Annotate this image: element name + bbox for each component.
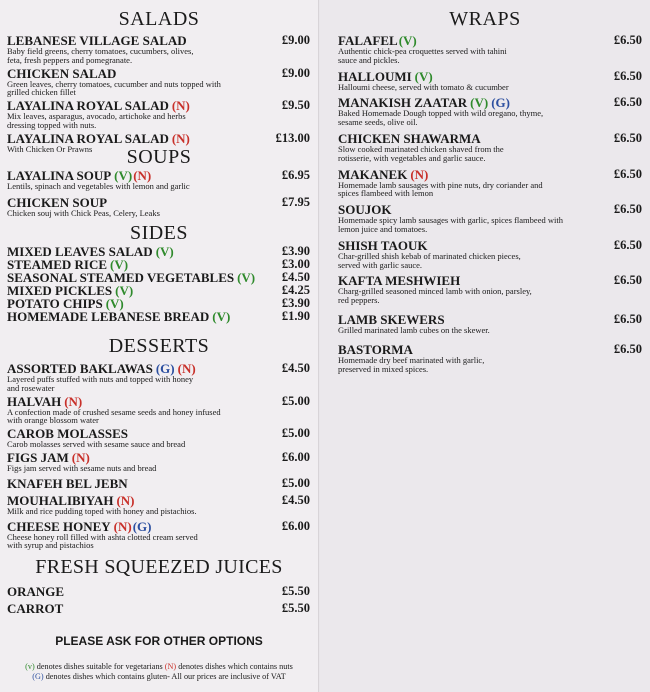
menu-item xyxy=(7,451,318,473)
item-desc: Homemade spicy lamb sausages with garlic, spices flambeed with lemon juice and tomatoes. xyxy=(338,215,563,234)
veg-tag: (V) xyxy=(155,244,174,259)
item-name: CHICKEN SHAWARMA xyxy=(338,130,481,146)
menu-item xyxy=(338,343,650,374)
veg-tag: (V) xyxy=(470,95,489,111)
item-name: CHICKEN SALAD xyxy=(7,65,117,81)
menu-item xyxy=(7,169,318,191)
legend-veg-tag: (v) xyxy=(25,662,35,671)
item-name: LAMB SKEWERS xyxy=(338,311,445,327)
nuts-tag: (N) xyxy=(64,393,83,409)
item-desc: Layered puffs stuffed with nuts and topped with honey and rosewater xyxy=(7,374,194,393)
item-name: ASSORTED BAKLAWAS xyxy=(7,361,153,376)
soups-heading: SOUPS xyxy=(126,146,192,168)
nuts-tag: (N) xyxy=(116,492,135,508)
item-price: £6.50 xyxy=(613,33,642,47)
item-price: £3.90 xyxy=(281,244,310,258)
juices-section xyxy=(0,556,318,615)
item-price: £9.00 xyxy=(281,33,310,47)
item-price: £6.50 xyxy=(613,95,642,110)
gluten-tag: (G) xyxy=(491,95,510,111)
item-price: £6.95 xyxy=(281,168,310,182)
menu-item xyxy=(338,96,650,127)
item-name: MANAKISH ZAATAR xyxy=(338,95,468,111)
item-price: £3.00 xyxy=(281,257,310,271)
item-name: STEAMED RICE xyxy=(7,257,108,272)
item-name: KNAFEH BEL JEBN xyxy=(7,475,128,491)
menu-item xyxy=(338,168,650,199)
item-desc: A confection made of crushed sesame seeds and honey infused with orange blossom water xyxy=(7,406,221,426)
item-price: £9.00 xyxy=(281,65,310,80)
veg-tag: (V) xyxy=(414,68,433,84)
item-name: HALVAH xyxy=(7,393,62,409)
legend-nuts-tag: (N) xyxy=(164,662,177,671)
item-name: MAKANEK xyxy=(338,166,408,182)
item-price: £5.00 xyxy=(281,475,310,490)
salads-section xyxy=(0,8,318,154)
item-name: CHICKEN SOUP xyxy=(7,194,108,210)
item-desc: Halloumi cheese, served with tomato & cucumber xyxy=(338,81,509,92)
item-price: £6.50 xyxy=(613,68,642,83)
item-desc: Cheese honey roll filled with ashta clotted cream served with syrup and pistachios xyxy=(7,531,198,551)
menu-item xyxy=(338,274,650,305)
item-name: LEBANESE VILLAGE SALAD xyxy=(7,33,187,48)
item-desc: Charg-grilled seasoned minced lamb with onion, parsley, red peppers. xyxy=(338,286,532,306)
item-price: £6.00 xyxy=(281,449,310,464)
item-name: CHEESE HONEY xyxy=(7,518,111,534)
menu-item xyxy=(7,602,318,615)
menu-item xyxy=(7,520,318,551)
gluten-tag: (G) xyxy=(132,518,152,534)
salads-heading: SALADS xyxy=(118,8,200,30)
item-price: £4.50 xyxy=(281,492,310,507)
menu-item xyxy=(7,34,318,65)
ask-for-options: PLEASE ASK FOR OTHER OPTIONS xyxy=(55,634,263,648)
item-name: ORANGE xyxy=(7,584,65,599)
veg-tag: (V) xyxy=(105,296,124,311)
item-desc: Homemade dry beef marinated with garlic, preserved in mixed spices. xyxy=(338,354,485,374)
item-name: SEASONAL STEAMED VEGETABLES xyxy=(7,270,235,285)
sides-heading: SIDES xyxy=(129,222,189,244)
nuts-tag: (N) xyxy=(410,166,429,182)
item-name: LAYALINA ROYAL SALAD xyxy=(7,98,169,114)
veg-tag: (V) xyxy=(398,33,417,48)
menu-item xyxy=(338,239,650,270)
item-name: MIXED PICKLES xyxy=(7,283,113,298)
item-price: £4.50 xyxy=(281,270,310,284)
desserts-heading: DESSERTS xyxy=(108,335,210,357)
legend xyxy=(0,662,318,682)
item-price: £1.90 xyxy=(281,309,310,323)
item-desc: Chicken souj with Chick Peas, Celery, Leaks xyxy=(7,207,160,218)
wraps-section xyxy=(320,8,650,373)
item-price: £6.00 xyxy=(281,518,310,533)
nuts-tag: (N) xyxy=(71,449,90,465)
item-price: £5.00 xyxy=(281,426,310,441)
menu-item xyxy=(7,362,318,393)
nuts-tag: (N) xyxy=(113,518,132,534)
item-price: £5.50 xyxy=(281,584,310,598)
item-price: £6.50 xyxy=(613,166,642,181)
menu-item xyxy=(338,70,650,92)
nuts-tag: (N) xyxy=(133,168,152,183)
item-price: £6.50 xyxy=(613,237,642,252)
item-desc: Green leaves, cherry tomatoes, cucumber and nuts topped with grilled chicken fillet xyxy=(7,78,221,98)
item-name: FIGS JAM xyxy=(7,449,69,465)
item-name: SOUJOK xyxy=(338,202,392,218)
menu-item xyxy=(338,313,650,335)
menu-item xyxy=(7,427,318,449)
item-price: £5.00 xyxy=(281,393,310,408)
item-name: MIXED LEAVES SALAD xyxy=(7,244,153,259)
item-name: MOUHALIBIYAH xyxy=(7,492,114,508)
item-desc: Char-grilled shish kebab of marinated chicken pieces, served with garlic sauce. xyxy=(338,250,521,270)
item-price: £4.50 xyxy=(281,361,310,375)
veg-tag: (V) xyxy=(237,270,256,285)
wraps-heading: WRAPS xyxy=(449,8,521,30)
item-price: £6.50 xyxy=(613,273,642,288)
item-name: KAFTA MESHWIEH xyxy=(338,273,461,289)
nuts-tag: (N) xyxy=(171,130,190,146)
menu-item xyxy=(7,99,318,130)
menu-item xyxy=(7,67,318,98)
legend-veg-text: denotes dishes suitable for vegetarians xyxy=(36,662,163,671)
item-price: £6.50 xyxy=(613,130,642,145)
legend-gluten-tag: (G) xyxy=(32,672,44,681)
nuts-tag: (N) xyxy=(177,361,196,376)
item-name: HALLOUMI xyxy=(338,68,412,84)
menu-item xyxy=(7,477,318,490)
item-price: £6.50 xyxy=(613,341,642,356)
item-name: POTATO CHIPS xyxy=(7,296,103,311)
menu-item xyxy=(7,494,318,516)
item-desc: Homemade lamb sausages with pine nuts, dry coriander and spices flambeed with lemon xyxy=(338,179,543,199)
item-price: £6.50 xyxy=(613,202,642,217)
item-desc: Lentils, spinach and vegetables with lemon and garlic xyxy=(7,181,190,191)
item-name: CARROT xyxy=(7,601,64,616)
item-price: £6.50 xyxy=(613,311,642,326)
menu-item xyxy=(338,34,650,65)
item-name: LAYALINA ROYAL SALAD xyxy=(7,130,169,146)
sides-section xyxy=(0,222,318,323)
menu-item xyxy=(7,196,318,218)
left-column xyxy=(0,0,319,692)
legend-gluten-text: denotes dishes which contains gluten- All our prices are inclusive of VAT xyxy=(45,672,286,681)
menu-item xyxy=(7,310,318,323)
item-price: £5.50 xyxy=(281,601,310,615)
item-desc: Slow cooked marinated chicken shaved from the rotisserie, with vegetables and garlic sauce. xyxy=(338,143,504,163)
menu-item xyxy=(7,585,318,598)
item-name: BASTORMA xyxy=(338,341,413,357)
gluten-tag: (G) xyxy=(155,361,175,376)
item-price: £13.00 xyxy=(275,130,310,145)
legend-line xyxy=(0,672,318,682)
item-desc: Carob molasses served with sesame sauce and bread xyxy=(7,439,186,450)
item-price: £4.25 xyxy=(281,283,310,297)
item-desc: Milk and rice pudding toped with honey and pistachios. xyxy=(7,505,197,516)
item-name: FALAFEL xyxy=(338,33,398,48)
item-price: £3.90 xyxy=(281,296,310,310)
item-desc: Baked Homemade Dough topped with wild oregano, thyme, sesame seeds, olive oil. xyxy=(338,108,544,128)
item-name: HOMEMADE LEBANESE BREAD xyxy=(7,309,210,324)
item-desc: Figs jam served with sesame nuts and bread xyxy=(7,462,157,473)
item-price: £9.50 xyxy=(281,98,310,113)
veg-tag: (V) xyxy=(110,257,129,272)
soups-section xyxy=(0,143,318,218)
item-desc: Authentic chick-pea croquettes served with tahini sauce and pickles. xyxy=(338,46,507,65)
footer xyxy=(0,634,318,682)
right-column xyxy=(320,0,650,692)
item-name: LAYALINA SOUP xyxy=(7,168,112,183)
item-desc: Grilled marinated lamb cubes on the skewer. xyxy=(338,324,490,335)
item-name: SHISH TAOUK xyxy=(338,237,428,253)
veg-tag: (V) xyxy=(212,309,231,324)
nuts-tag: (N) xyxy=(171,98,190,114)
veg-tag: (V) xyxy=(115,283,134,298)
menu-item xyxy=(338,132,650,163)
item-desc: With Chicken Or Prawns xyxy=(7,143,93,154)
item-name: CAROB MOLASSES xyxy=(7,426,128,442)
legend-line xyxy=(0,662,318,672)
veg-tag: (V) xyxy=(114,168,133,183)
menu-item xyxy=(7,395,318,426)
item-desc: Mix leaves, asparagus, avocado, artichoke and herbs dressing topped with nuts. xyxy=(7,111,186,130)
item-price: £7.95 xyxy=(281,194,310,209)
menu-item xyxy=(338,203,650,234)
desserts-section xyxy=(0,335,318,550)
juices-heading: FRESH SQUEEZED JUICES xyxy=(35,556,283,578)
item-desc: Baby field greens, cherry tomatoes, cucumbers, olives, feta, fresh peppers and pomegranate. xyxy=(7,46,194,65)
legend-nuts-text: denotes dishes which contains nuts xyxy=(178,662,293,671)
